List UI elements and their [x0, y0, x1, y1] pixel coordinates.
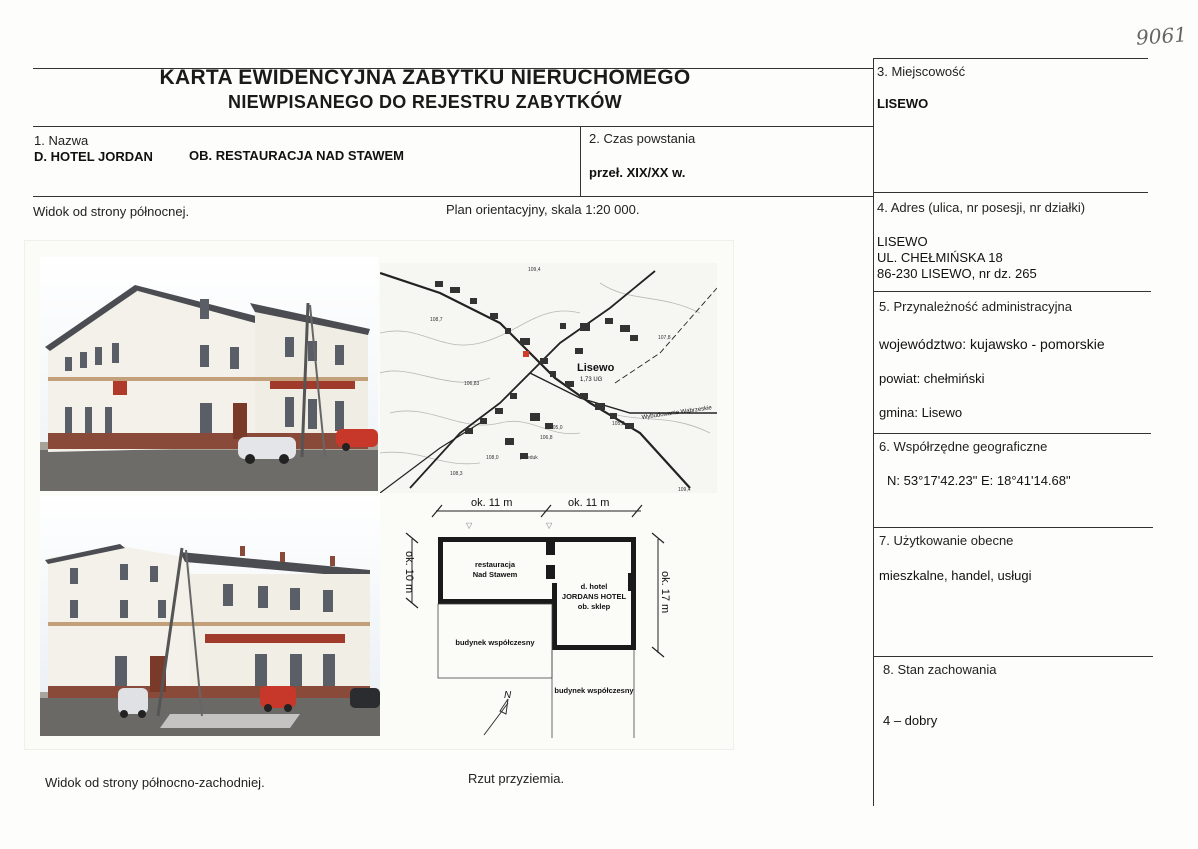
map-spot-9: 108,0	[486, 455, 499, 461]
admin-county: powiat: chełmiński	[879, 371, 985, 386]
room-hotel-line3: ob. sklep	[577, 602, 611, 611]
coords-value: N: 53°17'42.23" E: 18°41'14.68"	[887, 473, 1071, 488]
caption-view-northwest: Widok od strony północno-zachodniej.	[45, 775, 265, 790]
modern-building-label-2: budynek współczesny	[554, 686, 634, 695]
frame-use-bottom-line	[873, 656, 1153, 657]
frame-right-column-divider	[873, 58, 874, 806]
address-line-town: LISEWO	[877, 234, 928, 249]
room-restaurant-line1: restauracja	[474, 560, 516, 569]
map-spot-3: 107,8	[658, 335, 671, 341]
north-label: N	[504, 690, 512, 701]
modern-building-label-1: budynek współczesny	[455, 638, 535, 647]
condition-value: 4 – dobry	[883, 713, 938, 728]
name-value-current: OB. RESTAURACJA NAD STAWEM	[189, 148, 404, 163]
axis-mark-2: ▽	[546, 521, 553, 530]
caption-plan-map: Plan orientacyjny, skala 1:20 000.	[446, 202, 640, 217]
name-value-former: D. HOTEL JORDAN	[34, 149, 153, 164]
address-label: 4. Adres (ulica, nr posesji, nr działki)	[877, 200, 1086, 215]
map-spot-6: 106,8	[540, 435, 553, 441]
photo-northwest-view	[40, 496, 380, 736]
caption-view-north: Widok od strony północnej.	[33, 204, 190, 219]
admin-voivodeship: województwo: kujawsko - pomorskie	[879, 336, 1105, 352]
frame-name-date-divider	[580, 126, 581, 196]
map-spot-7: 105,2	[612, 421, 625, 427]
frame-coords-bottom-line	[873, 527, 1153, 528]
room-restaurant-line2: Nad Stawem	[472, 570, 518, 579]
name-label: 1. Nazwa	[34, 133, 89, 148]
dim-left: ok. 10 m	[403, 551, 415, 594]
ground-floor-plan	[396, 493, 686, 743]
map-spot-10: 109,4	[678, 487, 691, 493]
north-arrow-icon	[484, 699, 508, 735]
date-value: przeł. XIX/XX w.	[589, 165, 686, 180]
dim-right: ok. 17 m	[659, 571, 671, 614]
axis-mark-1: ▽	[466, 521, 473, 530]
orientation-map	[380, 263, 717, 493]
room-hotel-line1: d. hotel	[580, 582, 608, 591]
card-subtitle: NIEWPISANEGO DO REJESTRU ZABYTKÓW	[228, 92, 622, 112]
address-line-postal: 86-230 LISEWO, nr dz. 265	[877, 266, 1037, 281]
caption-ground-floor: Rzut przyziemia.	[468, 771, 565, 786]
frame-address-bottom-line	[873, 291, 1151, 292]
place-value: LISEWO	[877, 96, 929, 111]
map-town-sub: 1,73 UG	[580, 377, 603, 383]
date-label: 2. Czas powstania	[589, 131, 696, 146]
photo-north-view	[40, 257, 378, 491]
archive-number: 9061	[1135, 22, 1188, 50]
map-spot-5: 105,0	[550, 425, 563, 431]
use-value: mieszkalne, handel, usługi	[879, 568, 1032, 583]
map-spot-2: 108,7	[430, 317, 443, 323]
frame-title-bottom-line	[33, 126, 873, 127]
admin-label: 5. Przynależność administracyjna	[879, 299, 1072, 314]
coords-label: 6. Współrzędne geograficzne	[879, 439, 1048, 454]
place-label: 3. Miejscowość	[877, 64, 966, 79]
map-spot-8: 108,3	[450, 471, 463, 477]
frame-admin-bottom-line	[873, 433, 1151, 434]
map-spot-1: 109,4	[528, 267, 541, 273]
room-hotel-line2: JORDANS HOTEL	[561, 592, 627, 601]
frame-place-bottom-line	[873, 192, 1148, 193]
dim-top-left: ok. 11 m	[471, 497, 513, 509]
admin-commune: gmina: Lisewo	[879, 405, 963, 420]
condition-label: 8. Stan zachowania	[883, 662, 997, 677]
address-line-street: UL. CHEŁMIŃSKA 18	[877, 250, 1003, 265]
map-spot-4: 106,83	[464, 381, 480, 387]
card-title: KARTA EWIDENCYJNA ZABYTKU NIERUCHOMEGO	[159, 66, 691, 89]
use-label: 7. Użytkowanie obecne	[879, 533, 1014, 548]
frame-name-bottom-line	[33, 196, 873, 197]
dim-top-right: ok. 11 m	[568, 497, 610, 509]
map-spot-11: przeduk	[520, 455, 538, 461]
map-street-name: Wybudowanie Wąbrzeskie	[641, 405, 713, 421]
frame-top-right-line	[873, 58, 1148, 59]
map-town-name: Lisewo	[577, 362, 615, 374]
